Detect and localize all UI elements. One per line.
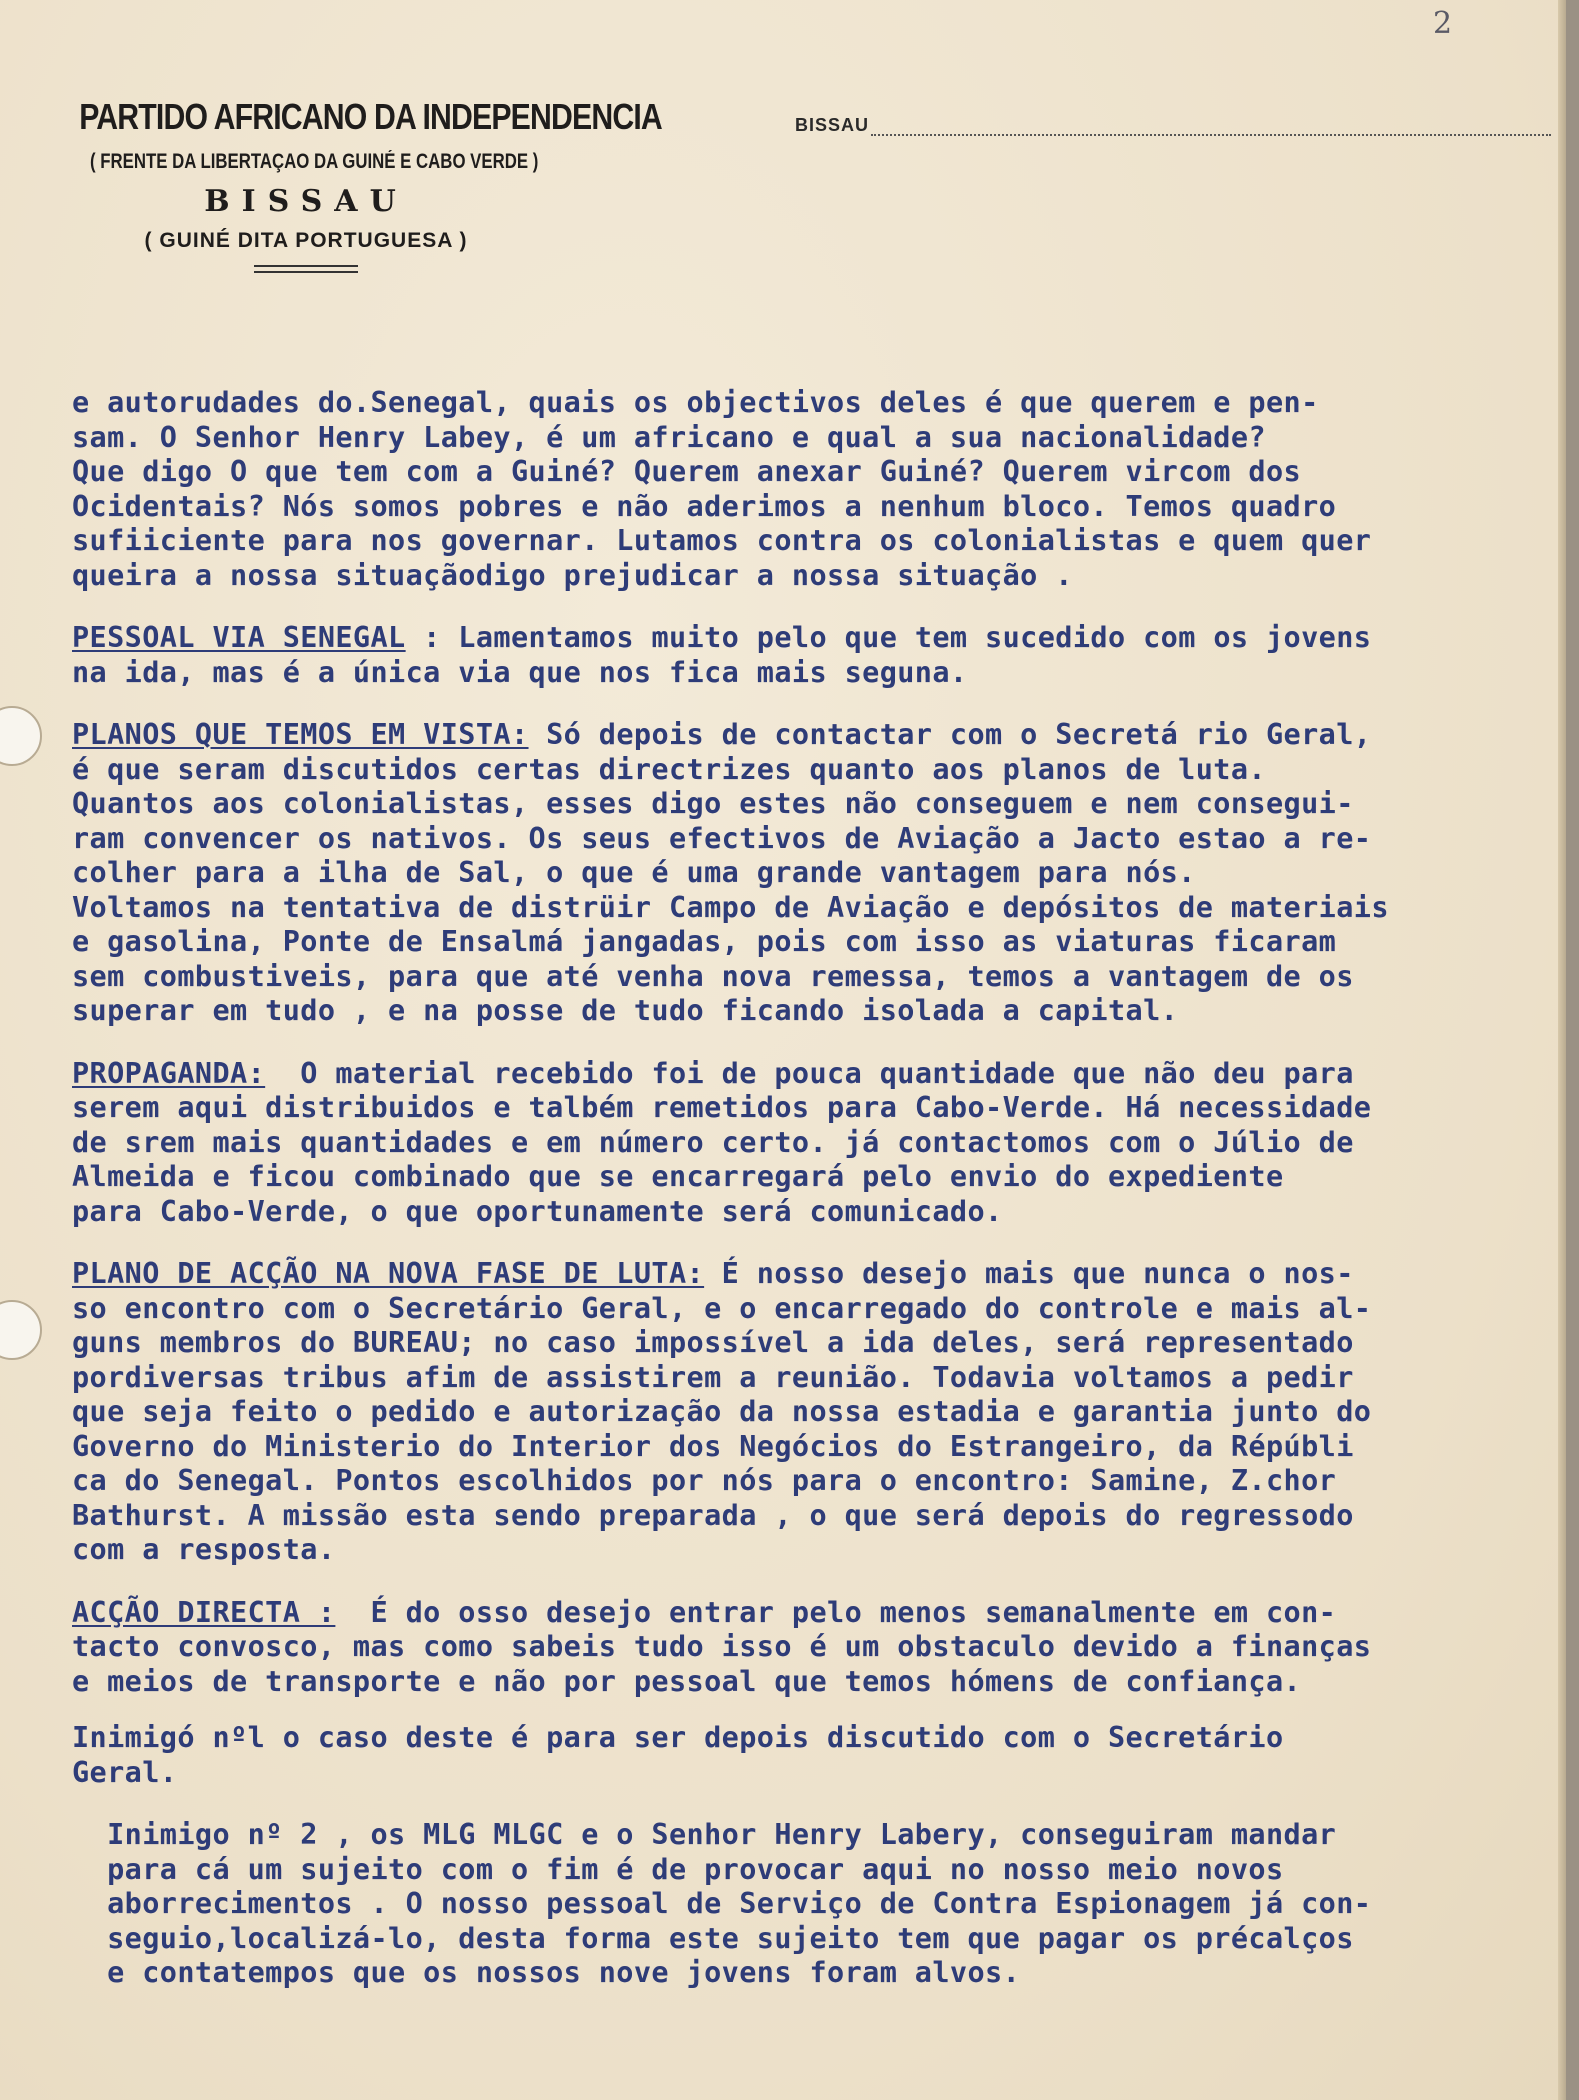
text-line: Geral. [72, 1755, 178, 1789]
text-line: e autorudades do.Senegal, quais os objectivos deles é que querem e pen- [72, 386, 1319, 419]
section-heading: PESSOAL VIA SENEGAL [72, 621, 406, 654]
text-line: aborrecimentos . O nosso pessoal de Serviço de Contra Espionagem já con- [72, 1887, 1372, 1920]
place-label: BISSAU [795, 115, 870, 135]
paragraph-inimigo-2 [72, 1818, 1572, 1991]
text-line: sem combustiveis, para que até venha nova remessa, temos a vantagem de os [72, 959, 1354, 993]
text-line: Voltamos na tentativa de distrüir Campo de Aviação e depósitos de materiais [72, 890, 1389, 924]
text-line: com a resposta. [72, 1533, 336, 1566]
date-dotted-line [871, 118, 1551, 136]
text-line: é que seram discutidos certas directrizes quanto aos planos de luta. [72, 752, 1266, 786]
text-line: e meios de transporte e não por pessoal que temos hómens de confiança. [72, 1664, 1302, 1698]
text-line: na ida, mas é a única via que nos fica mais seguna. [72, 655, 968, 689]
text-line: É nosso desejo mais que nunca o nos- [704, 1257, 1354, 1290]
paragraph-plano-de-accao [72, 1257, 1572, 1568]
text-line: so encontro com o Secretário Geral, e o encarregado do controle e mais al- [72, 1291, 1372, 1325]
text-line: que seja feito o pedido e autorização da nossa estadia e garantia junto do [72, 1395, 1372, 1428]
letterhead [36, 96, 662, 273]
section-heading: ACÇÃO DIRECTA : [72, 1595, 336, 1629]
text-line: ram convencer os nativos. Os seus efectivos de Aviação a Jacto estao a re- [72, 821, 1372, 855]
letterhead-city: BISSAU [204, 184, 408, 219]
paragraph-accao-directa [72, 1596, 1572, 1700]
paragraph-propaganda [72, 1057, 1572, 1230]
text-line: Almeida e ficou combinado que se encarregará pelo envio do expediente [72, 1160, 1284, 1193]
text-line: tacto convosco, mas como sabeis tudo isso é um obstaculo devido a finanças [72, 1630, 1372, 1663]
text-line: para cá um sujeito com o fim é de provocar aqui no nosso meio novos [72, 1852, 1284, 1886]
paragraph-inimigo-1 [72, 1721, 1572, 1790]
text-line: : Lamentamos muito pelo que tem sucedido com os jovens [405, 621, 1372, 654]
section-heading: PLANO DE ACÇÃO NA NOVA FASE DE LUTA: [72, 1257, 705, 1290]
text-line: Só depois de contactar com o Secretá rio Geral, [528, 718, 1372, 751]
place-date-field [795, 115, 1551, 136]
text-line: para Cabo-Verde, o que oportunamente será comunicado. [72, 1194, 1003, 1228]
text-line: pordiversas tribus afim de assistirem a reunião. Todavia voltamos a pedir [72, 1360, 1354, 1394]
text-line: e contatempos que os nossos nove jovens foram alvos. [72, 1956, 1021, 1989]
text-line: Bathurst. A missão esta sendo preparada , o que será depois do regressodo [72, 1498, 1354, 1532]
text-line: Ocidentais? Nós somos pobres e não aderimos a nenhum bloco. Temos quadro [72, 489, 1337, 523]
text-line: queira a nossa situaçãodigo prejudicar a nossa situação . [72, 558, 1073, 592]
punch-hole [0, 706, 42, 766]
punch-hole [0, 1300, 42, 1360]
letterhead-front: ( FRENTE DA LIBERTAÇAO DA GUINÉ E CABO VERDE ) [90, 150, 539, 173]
text-line: colher para a ilha de Sal, o que é uma grande vantagem para nós. [72, 856, 1196, 889]
text-line: ca do Senegal. Pontos escolhidos por nós para o encontro: Samine, Z.chor [72, 1464, 1337, 1497]
text-line: Que digo O que tem com a Guiné? Querem anexar Guiné? Querem vircom dos [72, 455, 1302, 488]
text-line: Inimigo nº 2 , os MLG MLGC e o Senhor Henry Labery, conseguiram mandar [72, 1818, 1337, 1851]
text-line: Quantos aos colonialistas, esses digo estes não conseguem e nem consegui- [72, 787, 1354, 820]
text-line: sam. O Senhor Henry Labey, é um africano e qual a sua nacionalidade? [72, 420, 1266, 454]
page-number: 2 [1433, 6, 1453, 41]
letterhead-country: ( GUINÉ DITA PORTUGUESA ) [144, 229, 468, 252]
text-line: guns membros do BUREAU; no caso impossível a ida deles, será representado [72, 1326, 1354, 1359]
section-heading: PLANOS QUE TEMOS EM VISTA: [72, 718, 529, 751]
paragraph-planos [72, 718, 1572, 1029]
text-line: de srem mais quantidades e em número certo. já contactomos com o Júlio de [72, 1125, 1354, 1159]
section-heading: PROPAGANDA: [72, 1056, 266, 1090]
text-line: seguio,localizá-lo, desta forma este sujeito tem que pagar os précalços [72, 1921, 1354, 1955]
text-line: serem aqui distribuidos e talbém remetidos para Cabo-Verde. Há necessidade [72, 1091, 1372, 1124]
letterhead-divider [254, 265, 358, 273]
paragraph-pessoal-via-senegal [72, 621, 1572, 690]
letterhead-organization: PARTIDO AFRICANO DA INDEPENDENCIA [79, 96, 662, 137]
text-line: superar em tudo , e na posse de tudo ficando isolada a capital. [72, 994, 1179, 1027]
text-line: É do osso desejo entrar pelo menos semanalmente em con- [335, 1595, 1337, 1629]
text-line: Governo do Ministerio do Interior dos Negócios do Estrangeiro, da Répúbli [72, 1429, 1354, 1463]
text-line: O material recebido foi de pouca quantidade que não deu para [265, 1056, 1354, 1090]
paragraph-senegal-authorities [72, 386, 1572, 593]
text-line: sufiiciente para nos governar. Lutamos contra os colonialistas e quem quer [72, 524, 1372, 557]
text-line: Inimigó nºl o caso deste é para ser depois discutido com o Secretário [72, 1721, 1284, 1754]
letter-body [72, 386, 1572, 1991]
text-line: e gasolina, Ponte de Ensalmá jangadas, pois com isso as viaturas ficaram [72, 925, 1337, 958]
